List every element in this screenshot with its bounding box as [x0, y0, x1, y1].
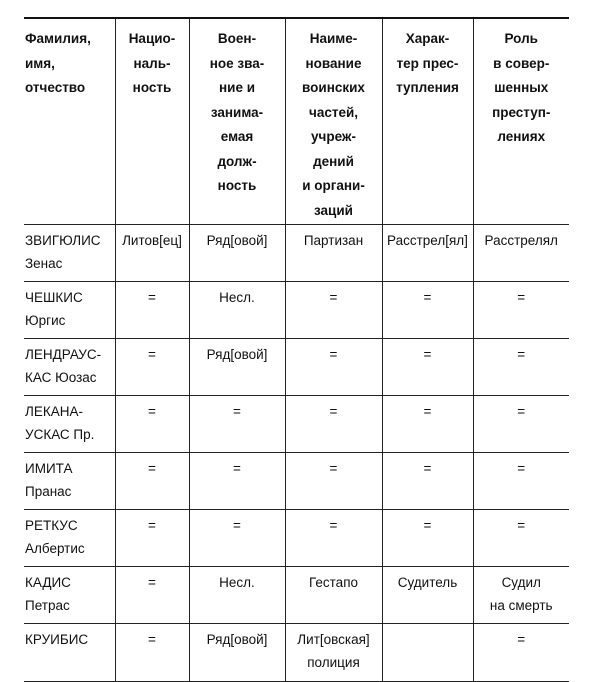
cell-nationality: =	[115, 396, 189, 453]
cell-nationality: =	[115, 453, 189, 510]
cell-crime-type: =	[382, 396, 473, 453]
header-full-name: Фамилия, имя, отчество	[24, 18, 115, 225]
cell-rank-position: Ряд[овой]	[189, 339, 285, 396]
cell-nationality: =	[115, 510, 189, 567]
cell-crime-type: =	[382, 339, 473, 396]
cell-full-name: РЕТКУС Албертис	[24, 510, 115, 567]
cell-role: =	[473, 396, 569, 453]
table-row	[24, 282, 569, 339]
cell-full-name: ЗВИГЮЛИС Зенас	[24, 225, 115, 282]
personnel-table	[24, 17, 569, 682]
table-row	[24, 567, 569, 624]
cell-role: Судил на смерть	[473, 567, 569, 624]
table-body	[24, 225, 569, 682]
cell-unit-organization: =	[285, 453, 382, 510]
cell-role: =	[473, 453, 569, 510]
table-row	[24, 453, 569, 510]
table-row	[24, 396, 569, 453]
cell-full-name: ЛЕКАНА- УСКАС Пр.	[24, 396, 115, 453]
cell-unit-organization: =	[285, 396, 382, 453]
cell-crime-type: Судитель	[382, 567, 473, 624]
cell-crime-type: =	[382, 510, 473, 567]
header-rank-position: Воен- ное зва- ние и занима- емая долж- ность	[189, 18, 285, 225]
cell-nationality: =	[115, 339, 189, 396]
cell-full-name: ИМИТА Пранас	[24, 453, 115, 510]
cell-full-name: КАДИС Петрас	[24, 567, 115, 624]
cell-rank-position: =	[189, 396, 285, 453]
cell-rank-position: Несл.	[189, 282, 285, 339]
header-crime-type: Харак- тер прес- тупления	[382, 18, 473, 225]
cell-full-name: ЛЕНДРАУС- КАС Юозас	[24, 339, 115, 396]
cell-rank-position: Несл.	[189, 567, 285, 624]
cell-role: Расстрелял	[473, 225, 569, 282]
header-role: Роль в совер- шенных преступ- лениях	[473, 18, 569, 225]
cell-role: =	[473, 282, 569, 339]
cell-full-name: ЧЕШКИС Юргис	[24, 282, 115, 339]
table-header	[24, 18, 569, 225]
header-nationality: Нацио- наль- ность	[115, 18, 189, 225]
cell-unit-organization: Партизан	[285, 225, 382, 282]
cell-nationality: =	[115, 624, 189, 682]
header-unit-organization: Наиме- нование воинских частей, учреж- дений и органи- заций	[285, 18, 382, 225]
cell-rank-position: Ряд[овой]	[189, 624, 285, 682]
cell-crime-type: =	[382, 453, 473, 510]
cell-full-name: КРУИБИС	[24, 624, 115, 682]
cell-unit-organization: =	[285, 339, 382, 396]
cell-unit-organization: Лит[овская] полиция	[285, 624, 382, 682]
cell-crime-type: Расстрел[ял]	[382, 225, 473, 282]
cell-unit-organization: Гестапо	[285, 567, 382, 624]
cell-nationality: =	[115, 567, 189, 624]
table-row	[24, 510, 569, 567]
header-row	[24, 18, 569, 225]
table-row	[24, 225, 569, 282]
cell-nationality: Литов[ец]	[115, 225, 189, 282]
cell-unit-organization: =	[285, 282, 382, 339]
cell-nationality: =	[115, 282, 189, 339]
cell-rank-position: =	[189, 510, 285, 567]
cell-crime-type	[382, 624, 473, 682]
cell-unit-organization: =	[285, 510, 382, 567]
cell-rank-position: Ряд[овой]	[189, 225, 285, 282]
cell-role: =	[473, 339, 569, 396]
table-row	[24, 624, 569, 682]
cell-role: =	[473, 510, 569, 567]
cell-crime-type: =	[382, 282, 473, 339]
cell-rank-position: =	[189, 453, 285, 510]
table-row	[24, 339, 569, 396]
cell-role: =	[473, 624, 569, 682]
